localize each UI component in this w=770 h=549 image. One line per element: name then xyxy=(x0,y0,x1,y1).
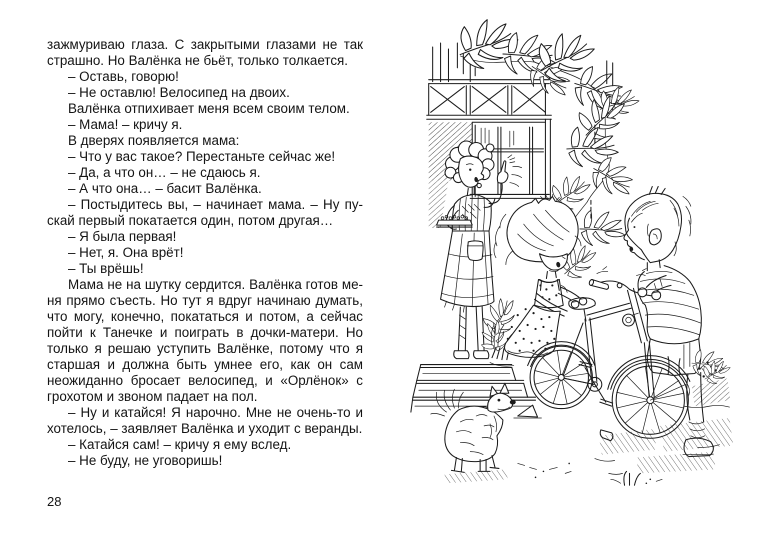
mother-figure xyxy=(437,141,522,359)
paragraph: В дверях появляется мама: xyxy=(68,133,240,148)
veranda-steps xyxy=(411,365,536,412)
handlebar xyxy=(589,267,659,297)
paragraph: – Я была первая! xyxy=(68,229,177,244)
paragraph: – Катайся сам! – кричу я ему вслед. xyxy=(68,437,292,452)
paragraph: – Мама! – кричу я. xyxy=(68,117,183,132)
girl-figure xyxy=(494,196,581,357)
page-number: 28 xyxy=(47,494,62,509)
paragraph: – Не буду, не уговоришь! xyxy=(68,453,223,468)
paragraph: Мама не на шутку сердится. Валёнка готов меня прямо съесть. Но тут я вдруг начинаю думать, что могу, конечно, покататься и потом, а сейчас пойти к Танечке и поиграть в дочки-матери. Но только я решаю уступить Валёнке, потому что я старшая и должна быть умнее его, как он сам неожиданно бросает велосипед, и «Орлёнок» с грохотом и звоном падает на пол. xyxy=(47,277,363,404)
paragraph: – Постыдитесь вы, – начинает мама. – Ну пускай первый покатается один, потом другая… xyxy=(47,197,363,228)
dog xyxy=(431,383,545,483)
paragraph: Валёнка отпихивает меня всем своим телом. xyxy=(68,101,350,116)
paragraph: – Не оставлю! Велосипед на двоих. xyxy=(68,85,290,100)
paragraph: – Что у вас такое? Перестаньте сейчас же! xyxy=(68,149,336,164)
paragraph: – Ну и катайся! Я нарочно. Мне не очень-то и хотелось, – заявляет Валёнка и уходит с веранды. xyxy=(47,405,363,436)
grass-tuft xyxy=(611,471,662,485)
paragraph: – Оставь, говорю! xyxy=(68,69,179,84)
paragraph: – Да, а что он… – не сдаюсь я. xyxy=(68,165,261,180)
paragraph: – Ты врёшь! xyxy=(68,261,144,276)
story-text xyxy=(47,37,363,469)
paragraph: зажмуриваю глаза. С закрытыми глазами не так страшно. Но Валёнка не бьёт, только толкается. xyxy=(47,37,363,68)
bush-right xyxy=(684,347,734,408)
paragraph: – А что она… – басит Валёнка. xyxy=(68,181,262,196)
illustration xyxy=(401,15,767,542)
paragraph: – Нет, я. Она врёт! xyxy=(68,245,184,260)
